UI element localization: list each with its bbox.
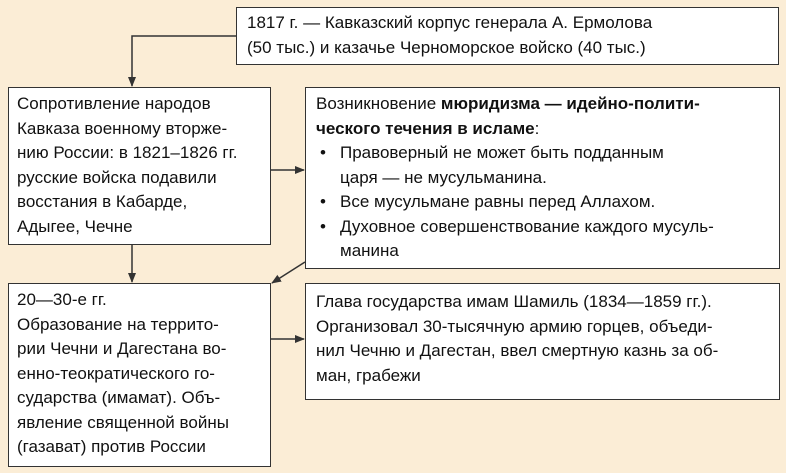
resistance-line-4: русские войска подавили [17,167,217,187]
bullet-1-line-2: царя — не мусульманина. [340,167,547,187]
resistance-line-1: Сопротивление народов [17,94,211,113]
muridism-box [305,87,780,269]
imamate-line-4: енно-теократического го- [17,363,215,383]
shamil-line-1: Глава государства имам Шамиль (1834—1859 гг.). [316,292,712,311]
muridism-bullet-3 [316,215,769,264]
bullet-icon: • [320,143,326,162]
resistance-line-3: нию России: в 1821–1826 гг. [17,143,238,162]
imamate-line-5: сударства (имамат). Объ- [17,388,221,407]
bullet-2-line-1: Все мусульмане равны перед Аллахом. [340,192,656,211]
muridism-heading-line-1 [316,92,769,117]
muridism-bullet-list [316,141,769,264]
arrow-top-to-left1 [132,36,236,86]
top-line-1: 1817 г. — Кавказский корпус генерала А. Ермолова [247,13,653,32]
shamil-box [305,283,780,400]
muridism-intro-bold: мюридизма — идейно-полити- [440,94,700,113]
resistance-line-6: Адыгее, Чечне [17,216,133,236]
resistance-line-5: восстания в Кабарде, [17,192,188,211]
bullet-1-line-1: Правоверный не может быть подданным [340,143,664,162]
imamate-line-3: рии Чечни и Дагестана во- [17,339,227,358]
imamate-line-2: Образование на террито- [17,314,219,334]
muridism-line2-plain: : [534,118,540,138]
imamate-line-7: (газават) против России [17,437,206,456]
imamate-line-1: 20—30-е гг. [17,290,107,309]
shamil-line-4: ман, грабежи [316,365,421,385]
muridism-bullet-2 [316,190,769,215]
bullet-3-line-2: манина [340,241,399,260]
shamil-line-2: Организовал 30-тысячную армию горцев, объеди- [316,316,713,336]
muridism-line2-bold: ческого течения в исламе [316,118,535,138]
bullet-3-line-1: Духовное совершенствование каждого мусуль- [340,216,714,236]
bullet-icon: • [320,216,326,236]
imamate-box [8,283,271,467]
bullet-icon: • [320,192,326,211]
ermolov-corps-box [236,7,779,65]
top-line-2: (50 тыс.) и казачье Черноморское войско (40 тыс.) [247,37,646,57]
resistance-line-2: Кавказа военному вторже- [17,118,228,138]
muridism-intro-plain: Возникновение [316,94,441,113]
resistance-box [8,87,271,245]
imamate-line-6: явление священной войны [17,412,229,432]
shamil-line-3: нил Чечню и Дагестан, ввел смертную казнь за об- [316,341,719,360]
muridism-heading-line-2 [316,117,769,142]
arrow-right1-to-left2 [272,262,305,283]
muridism-bullet-1 [316,141,769,190]
